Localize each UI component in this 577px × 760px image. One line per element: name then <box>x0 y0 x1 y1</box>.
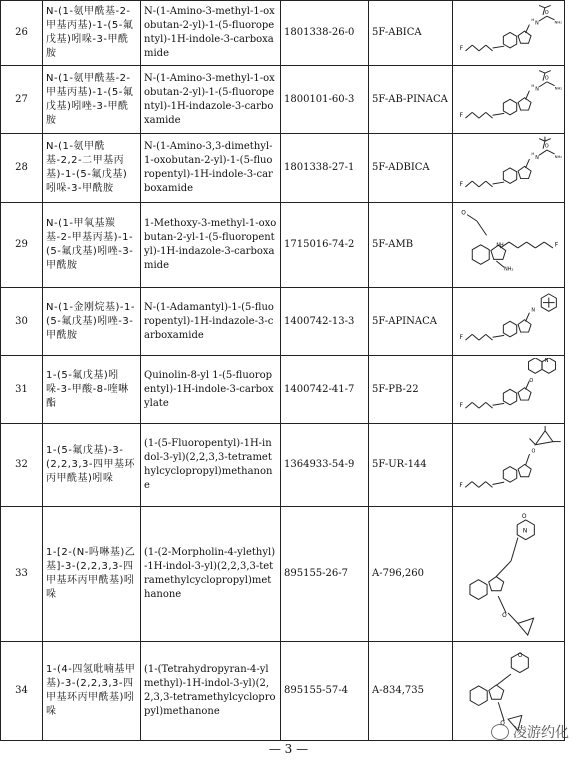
structure-diagram <box>456 68 566 131</box>
page-number: — 3 — <box>268 742 309 756</box>
svg-text:F: F <box>459 482 463 489</box>
row-number: 30 <box>1 288 43 356</box>
structure-cell <box>453 203 565 288</box>
svg-text:F: F <box>459 45 464 52</box>
cas-number: 1800101-60-3 <box>281 66 369 134</box>
common-name: 5F-APINACA <box>369 288 453 356</box>
cas-number: 1400742-41-7 <box>281 356 369 424</box>
svg-text:N: N <box>535 21 539 27</box>
table-row <box>1 356 565 424</box>
svg-text:N: N <box>522 528 528 535</box>
row-number: 27 <box>1 66 43 134</box>
svg-text:NH₂: NH₂ <box>554 85 562 91</box>
svg-text:O: O <box>517 653 523 660</box>
svg-text:F: F <box>554 242 559 249</box>
english-name: N-(1-Adamantyl)-1-(5-fluoropentyl)-1H-indazole-3-carboxamide <box>141 288 281 356</box>
svg-text:H: H <box>531 17 535 23</box>
structure-cell <box>453 66 565 134</box>
english-name: Quinolin-8-yl 1-(5-fluoropentyl)-1H-indole-3-carboxylate <box>141 356 281 424</box>
svg-text:H: H <box>531 151 535 157</box>
watermark-text: 凌游约化 <box>513 725 569 741</box>
table-row <box>1 424 565 507</box>
english-name: N-(1-Amino-3-methyl-1-oxobutan-2-yl)-1-(5-fluoropentyl)-1H-indazole-3-carboxamide <box>141 66 281 134</box>
cas-number: 1801338-27-1 <box>281 134 369 203</box>
table-row <box>1 1 565 66</box>
common-name: 5F-PB-22 <box>369 356 453 424</box>
chinese-name: 1-[2-(N-吗啉基)乙基]-3-(2,2,3,3-四甲基环丙甲酰基)吲哚 <box>43 507 141 642</box>
table-row <box>1 134 565 203</box>
cas-number: 1364933-54-9 <box>281 424 369 507</box>
svg-text:O: O <box>544 10 549 16</box>
table-row <box>1 507 565 642</box>
structure-diagram <box>456 426 566 504</box>
cas-number: 895155-57-4 <box>281 642 369 741</box>
chinese-name: N-(1-氨甲酰基-2-甲基丙基)-1-(5-氟戊基)吲唑-3-甲酰胺 <box>43 66 141 134</box>
row-number: 29 <box>1 203 43 288</box>
svg-text:F: F <box>459 335 463 342</box>
row-number: 34 <box>1 642 43 741</box>
chinese-name: N-(1-甲氧基羰基-2-甲基丙基)-1-(5-氟戊基)吲唑-3-甲酰胺 <box>43 203 141 288</box>
svg-text:F: F <box>459 181 463 188</box>
structure-cell <box>453 507 565 642</box>
structure-cell <box>453 1 565 66</box>
row-number: 28 <box>1 134 43 203</box>
svg-text:NH₂: NH₂ <box>554 153 562 159</box>
structure-cell <box>453 134 565 203</box>
common-name: 5F-ADBICA <box>369 134 453 203</box>
svg-text:O: O <box>502 612 507 619</box>
structure-cell <box>453 288 565 356</box>
svg-text:F: F <box>459 403 463 410</box>
structure-diagram <box>456 509 566 639</box>
structure-diagram <box>456 290 566 353</box>
table-row <box>1 203 565 288</box>
row-number: 33 <box>1 507 43 642</box>
common-name: A-834,735 <box>369 642 453 741</box>
row-number: 31 <box>1 356 43 424</box>
chinese-name: N-(1-氨甲酰基-2,2-二甲基丙基)-1-(5-氟戊基)吲哚-3-甲酰胺 <box>43 134 141 203</box>
wechat-icon <box>491 724 509 740</box>
structure-cell <box>453 424 565 507</box>
chinese-name: N-(1-氨甲酰基-2-甲基丙基)-1-(5-氟戊基)吲哚-3-甲酰胺 <box>43 1 141 66</box>
chinese-name: 1-(5-氟戊基)吲哚-3-甲酸-8-喹啉酯 <box>43 356 141 424</box>
svg-text:O: O <box>461 210 466 217</box>
svg-text:N: N <box>531 308 535 314</box>
svg-text:N: N <box>535 156 539 162</box>
svg-text:O: O <box>521 514 527 521</box>
svg-text:O: O <box>544 76 549 82</box>
structure-cell <box>453 356 565 424</box>
chinese-name: N-(1-金刚烷基)-1-(5-氟戊基)吲唑-3-甲酰胺 <box>43 288 141 356</box>
structure-diagram <box>456 205 566 285</box>
english-name: N-(1-Amino-3,3-dimethyl-1-oxobutan-2-yl)-1-(5-fluoropentyl)-1H-indole-3-carboxamide <box>141 134 281 203</box>
svg-text:NH₂: NH₂ <box>554 19 562 25</box>
common-name: A-796,260 <box>369 507 453 642</box>
common-name: 5F-ABICA <box>369 1 453 66</box>
structure-diagram <box>456 3 566 63</box>
cas-number: 1400742-13-3 <box>281 288 369 356</box>
table-row <box>1 288 565 356</box>
svg-text:F: F <box>459 113 463 120</box>
svg-text:H: H <box>531 82 535 88</box>
svg-text:NH₂: NH₂ <box>504 266 514 273</box>
common-name: 5F-AMB <box>369 203 453 288</box>
cas-number: 1801338-26-0 <box>281 1 369 66</box>
svg-text:NH: NH <box>496 242 504 249</box>
english-name: N-(1-Amino-3-methyl-1-oxobutan-2-yl)-1-(5-fluoropentyl)-1H-indole-3-carboxamide <box>141 1 281 66</box>
table-row <box>1 642 565 741</box>
table-row <box>1 66 565 134</box>
chinese-name: 1-(5-氟戊基)-3-(2,2,3,3-四甲基环丙甲酰基)吲哚 <box>43 424 141 507</box>
svg-text:O: O <box>544 144 549 150</box>
svg-text:N: N <box>544 358 549 364</box>
structure-diagram <box>456 136 566 200</box>
common-name: 5F-UR-144 <box>369 424 453 507</box>
cas-number: 895155-26-7 <box>281 507 369 642</box>
svg-text:O: O <box>500 720 505 727</box>
english-name: (1-(Tetrahydropyran-4-ylmethyl)-1H-indol-3-yl)(2,2,3,3-tetramethylcyclopropyl)methanone <box>141 642 281 741</box>
row-number: 32 <box>1 424 43 507</box>
english-name: (1-(5-Fluoropentyl)-1H-indol-3-yl)(2,2,3,3-tetramethylcyclopropyl)methanone <box>141 424 281 507</box>
cas-number: 1715016-74-2 <box>281 203 369 288</box>
english-name: (1-(2-Morpholin-4-ylethyl)-1H-indol-3-yl)(2,2,3,3-tetramethylcyclopropyl)methanone <box>141 507 281 642</box>
svg-text:O: O <box>531 448 536 455</box>
chinese-name: 1-(4-四氢吡喃基甲基)-3-(2,2,3,3-四甲基环丙甲酰基)吲哚 <box>43 642 141 741</box>
english-name: 1-Methoxy-3-methyl-1-oxobutan-2-yl-1-(5-fluoropentyl)-1H-indazole-3-carboxamide <box>141 203 281 288</box>
common-name: 5F-AB-PINACA <box>369 66 453 134</box>
structure-diagram <box>456 358 566 421</box>
svg-text:O: O <box>529 378 534 384</box>
svg-text:N: N <box>535 87 539 93</box>
watermark <box>491 722 569 742</box>
row-number: 26 <box>1 1 43 66</box>
